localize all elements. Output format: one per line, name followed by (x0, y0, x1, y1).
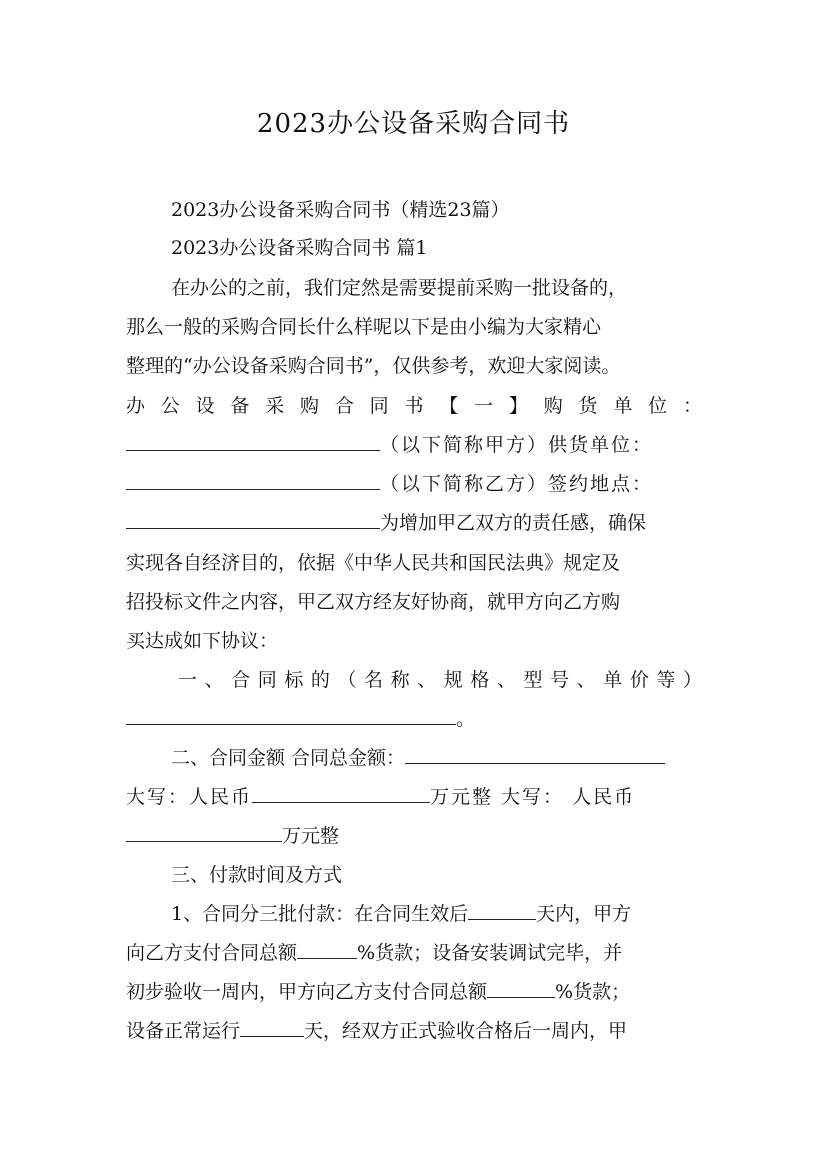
buyer-line (126, 425, 702, 465)
payment-line (126, 972, 702, 1012)
paragraph-text: 二、合同金额 合同总金额： (171, 747, 406, 769)
paragraph-text: （以下简称甲方）供货单位： (380, 434, 654, 456)
payment-line (126, 933, 702, 973)
supplier-line (126, 464, 702, 504)
blank-field (126, 465, 380, 490)
paragraph-text: 。 (456, 708, 476, 730)
blank-field (126, 426, 380, 451)
amount-words-line (126, 777, 702, 817)
clause-1-blank-line (126, 699, 702, 739)
paragraph-text: 天内，甲方 (536, 903, 632, 925)
blank-field (468, 895, 536, 920)
clause-3-heading: 三、付款时间及方式 (171, 864, 343, 886)
blank-field (240, 1012, 304, 1037)
clause-1-heading: 一、合同标的（名称、规格、型号、单价等） (178, 669, 702, 691)
signing-place-line (126, 503, 702, 543)
contract-heading-line: 办 公 设 备 采 购 合 同 书 【 一 】 购 货 单 位 ： (126, 395, 702, 417)
amount-words-line-2 (126, 816, 702, 856)
paragraph-text: 大写：人民币 (126, 786, 253, 808)
blank-field (126, 504, 380, 529)
paragraph-line: 招投标文件之内容，甲乙双方经友好协商，就甲方向乙方购 (126, 591, 621, 613)
blank-field (405, 739, 665, 764)
paragraph-text: 万元整 大写： 人民币 (430, 786, 636, 808)
blank-field (126, 817, 282, 842)
paragraph-text: 1、合同分三批付款：在合同生效后 (171, 903, 469, 925)
document-title: 2023办公设备采购合同书 (256, 109, 571, 139)
paragraph-line: 整理的“办公设备采购合同书”，仅供参考，欢迎大家阅读。 (126, 355, 621, 377)
paragraph-text: %货款；设备安装调试完毕，并 (357, 942, 623, 964)
paragraph-line: 实现各自经济目的，依据《中华人民共和国民法典》规定及 (126, 552, 621, 574)
blank-field (126, 700, 456, 725)
payment-line (126, 1011, 702, 1051)
paragraph-text: 初步验收一周内，甲方向乙方支付合同总额 (126, 981, 488, 1003)
clause-2-line (126, 738, 702, 778)
blank-field (252, 778, 430, 803)
paragraph-text: 万元整 (282, 825, 340, 847)
paragraph-text: 设备正常运行 (126, 1020, 241, 1042)
payment-line (126, 894, 702, 934)
paragraph-text: 向乙方支付合同总额 (126, 942, 298, 964)
paragraph-line: 在办公的之前，我们定然是需要提前采购一批设备的， (171, 277, 628, 299)
paragraph-text: （以下简称乙方）签约地点： (380, 473, 654, 495)
paragraph-text: %货款； (555, 981, 631, 1003)
paragraph-line: 买达成如下协议： (126, 630, 279, 652)
section-heading: 2023办公设备采购合同书 篇1 (171, 237, 428, 259)
paragraph-text: 天，经双方正式验收合格后一周内，甲 (304, 1020, 628, 1042)
paragraph-text: 为增加甲乙双方的责任感，确保 (380, 512, 647, 534)
paragraph-line: 那么一般的采购合同长什么样呢以下是由小编为大家精心 (126, 316, 602, 338)
subtitle-line: 2023办公设备采购合同书（精选23篇） (171, 199, 510, 221)
blank-field (487, 973, 555, 998)
blank-field (297, 934, 357, 959)
